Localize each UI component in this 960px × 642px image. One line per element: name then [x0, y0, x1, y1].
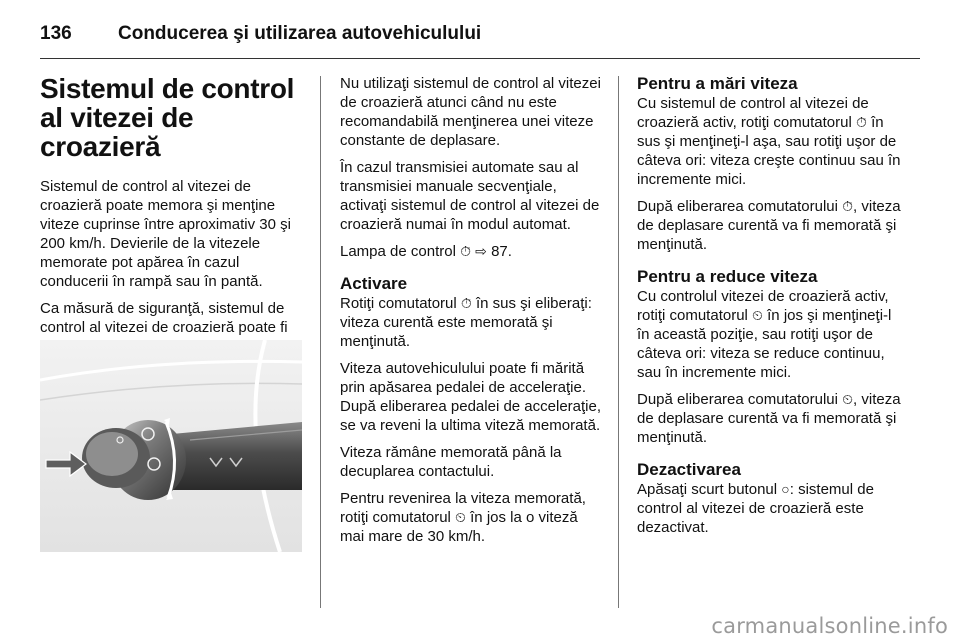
- set-minus-icon: ⏲: [842, 391, 854, 407]
- page-header: [40, 14, 920, 54]
- paragraph: Rotiţi comutatorul ⏱ în sus şi eliberaţi: viteza curentă este memorată şi menţinută.: [340, 295, 592, 350]
- section-heading: Pentru a mări viteza: [637, 74, 798, 93]
- column-3: [637, 74, 907, 545]
- lever-drawing: [40, 340, 302, 552]
- page-number: 136: [40, 23, 72, 44]
- column-divider: [320, 76, 321, 608]
- column-2: [340, 74, 605, 554]
- set-minus-icon: ⏲: [455, 509, 466, 525]
- section-heading: Pentru a reduce viteza: [637, 267, 818, 286]
- paragraph: În cazul transmisiei automate sau al transmisiei manuale secvenţiale, activaţi sistemul de control al vitezei de croazieră numai în modul automat.: [340, 159, 600, 233]
- column-divider: [618, 76, 619, 608]
- off-button-icon: ○: [781, 481, 790, 497]
- paragraph: Apăsaţi scurt butonul ○: sistemul de control al vitezei de croazieră este dezactivat.: [637, 481, 874, 536]
- paragraph: Pentru revenirea la viteza memorată, rotiţi comutatorul ⏲ în jos la o viteză mai mare de 30 km/h.: [340, 490, 586, 545]
- paragraph: Cu sistemul de control al vitezei de croazieră activ, rotiţi comutatorul ⏱ în sus şi menţineţi-l aşa, sau rotiţi uşor de câteva ori: viteza creşte continuu sau în incremente mici.: [637, 95, 901, 188]
- safety-paragraph: Ca măsură de siguranţă, sistemul de control al vitezei de croazieră poate fi: [40, 300, 288, 336]
- resume-plus-icon: ⏱: [855, 114, 867, 130]
- section-activare: [340, 274, 605, 546]
- intro-paragraph: Sistemul de control al vitezei de croazieră poate memora şi menţine viteze cuprinse între aproximativ 30 şi 200 km/h. Devierile de la vitezele memorate pot apărea în cazul conducerii în rampă sau în pantă.: [40, 178, 291, 290]
- paragraph: Viteza autovehiculului poate fi mărită prin apăsarea pedalei de acceleraţie. După eliberarea pedalei de acceleraţie, se va reveni la ultima viteză memorată.: [340, 360, 602, 434]
- running-title: Conducerea şi utilizarea autovehiculului: [118, 23, 482, 44]
- cruise-control-icon: ⏱: [460, 243, 471, 259]
- page-reference-icon: ⇨: [475, 243, 487, 259]
- section-heading: Dezactivarea: [637, 460, 741, 479]
- watermark: carmanualsonline.info: [711, 614, 948, 638]
- section-heading: Activare: [340, 274, 408, 293]
- lamp-reference: Lampa de control ⏱ ⇨ 87.: [340, 243, 512, 260]
- set-minus-icon: ⏲: [752, 307, 763, 323]
- paragraph: Nu utilizaţi sistemul de control al vitezei de croazieră atunci când nu este recomandabilă menţinerea unei viteze constante de deplasare.: [340, 75, 601, 149]
- section-deactivate: [637, 460, 907, 537]
- paragraph: După eliberarea comutatorului ⏲, viteza de deplasare curentă va fi memorată şi menţinută.: [637, 391, 901, 446]
- resume-plus-icon: ⏱: [842, 198, 854, 214]
- section-increase-speed: [637, 74, 907, 254]
- cruise-control-lever-illustration: [40, 340, 302, 552]
- header-rule: [40, 58, 920, 59]
- paragraph: Cu controlul vitezei de croazieră activ, rotiţi comutatorul ⏲ în jos şi menţineţi-l în această poziţie, sau rotiţi uşor de câteva ori: viteza se reduce continuu, sau în incremente mici.: [637, 288, 892, 381]
- resume-plus-icon: ⏱: [460, 295, 472, 311]
- column-1: [40, 74, 308, 383]
- paragraph: Viteza rămâne memorată până la decuplarea contactului.: [340, 444, 562, 480]
- section-title: Sistemul de control al vitezei de croazieră: [40, 73, 295, 162]
- section-reduce-speed: [637, 267, 907, 447]
- paragraph: După eliberarea comutatorului ⏱, viteza de deplasare curentă va fi memorată şi menţinută.: [637, 198, 901, 253]
